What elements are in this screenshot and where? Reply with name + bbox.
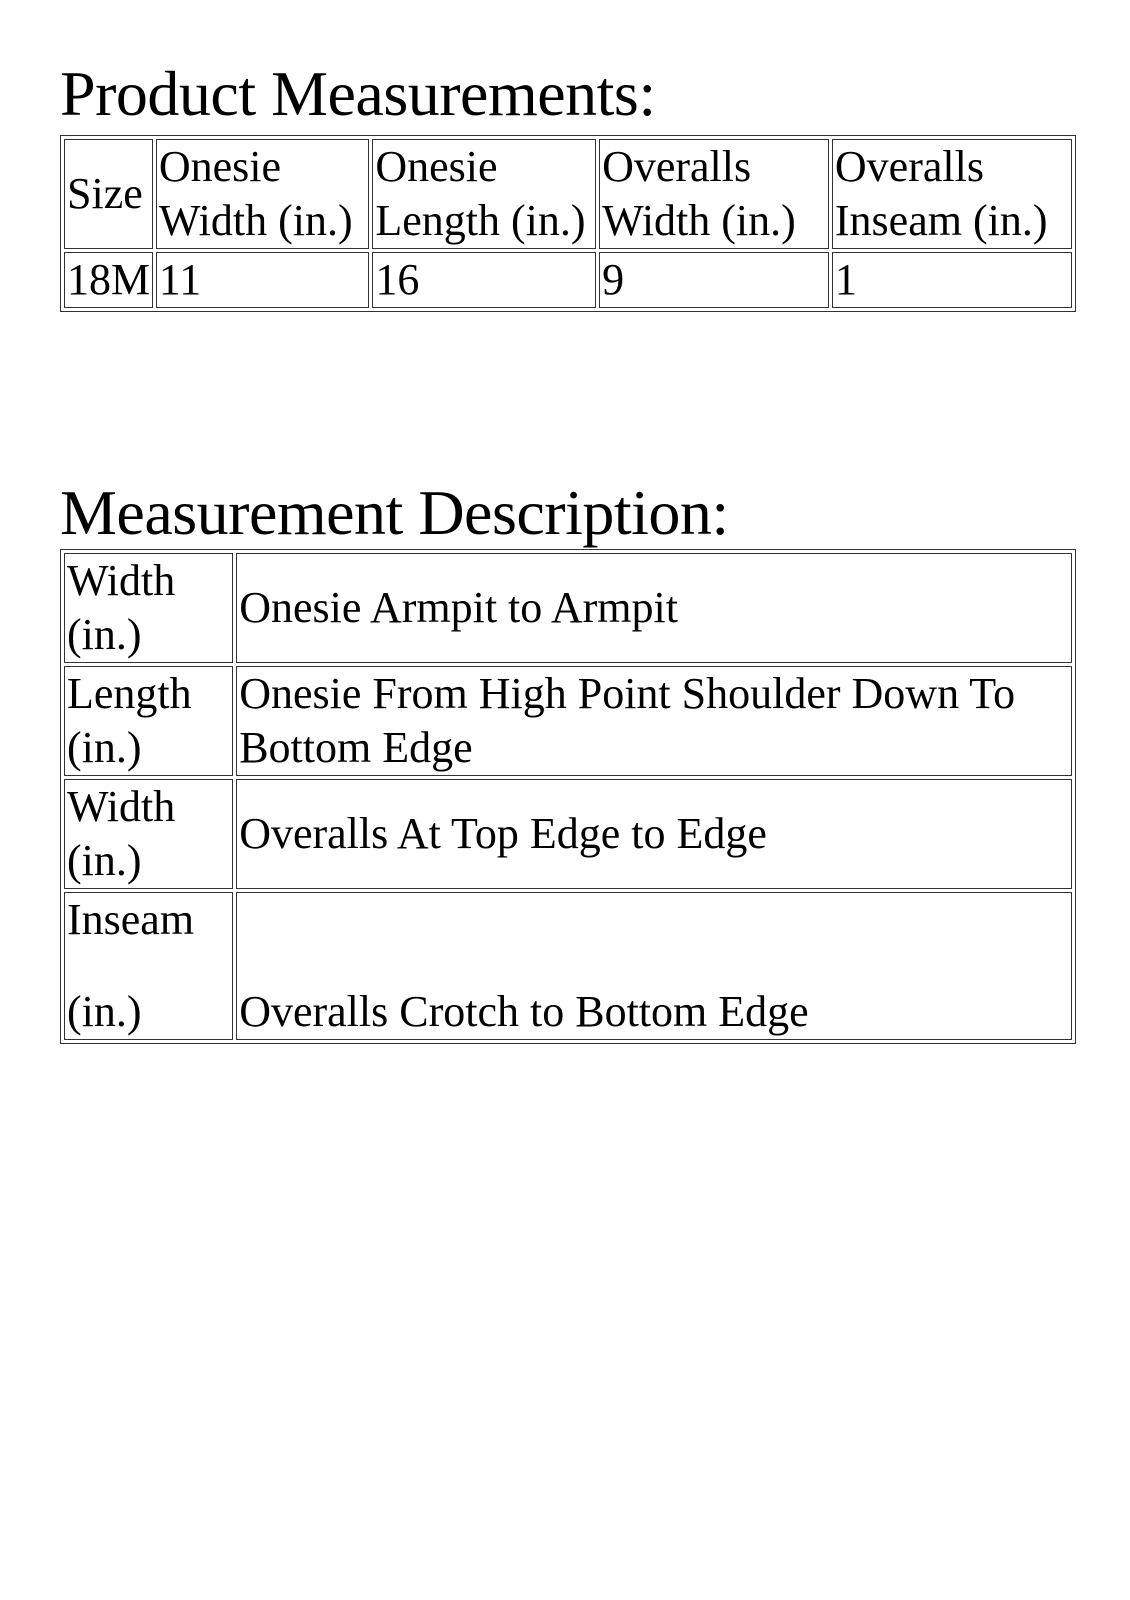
header-cell-onesie-width: Onesie Width (in.) (156, 139, 370, 249)
table-row (64, 252, 1072, 308)
measurement-description-table (60, 549, 1076, 1044)
term-label-top: Inseam (67, 895, 195, 944)
term-cell: Width (in.) (64, 779, 233, 889)
description-cell: Overalls At Top Edge to Edge (236, 779, 1072, 889)
table-header-row (64, 139, 1072, 249)
cell-size: 18M (64, 252, 153, 308)
term-cell: Width (in.) (64, 553, 233, 663)
table-row (64, 553, 1072, 663)
table-row (64, 666, 1072, 776)
description-cell: Onesie Armpit to Armpit (236, 553, 1072, 663)
product-measurements-title: Product Measurements: (60, 58, 656, 129)
header-cell-onesie-length: Onesie Length (in.) (372, 139, 596, 249)
cell-onesie-width: 11 (156, 252, 370, 308)
table-row (64, 892, 1072, 1040)
description-cell: Overalls Crotch to Bottom Edge (236, 892, 1072, 1040)
term-cell (64, 892, 233, 1040)
header-cell-overalls-inseam: Overalls Inseam (in.) (832, 139, 1072, 249)
header-cell-overalls-width: Overalls Width (in.) (599, 139, 829, 249)
description-cell: Onesie From High Point Shoulder Down To Bottom Edge (236, 666, 1072, 776)
term-cell: Length (in.) (64, 666, 233, 776)
cell-overalls-inseam: 1 (832, 252, 1072, 308)
product-measurements-table (60, 135, 1076, 312)
table-row (64, 779, 1072, 889)
header-cell-size: Size (64, 139, 153, 249)
cell-overalls-width: 9 (599, 252, 829, 308)
cell-onesie-length: 16 (372, 252, 596, 308)
measurement-description-title: Measurement Description: (60, 477, 729, 548)
term-label-bottom: (in.) (67, 987, 142, 1036)
